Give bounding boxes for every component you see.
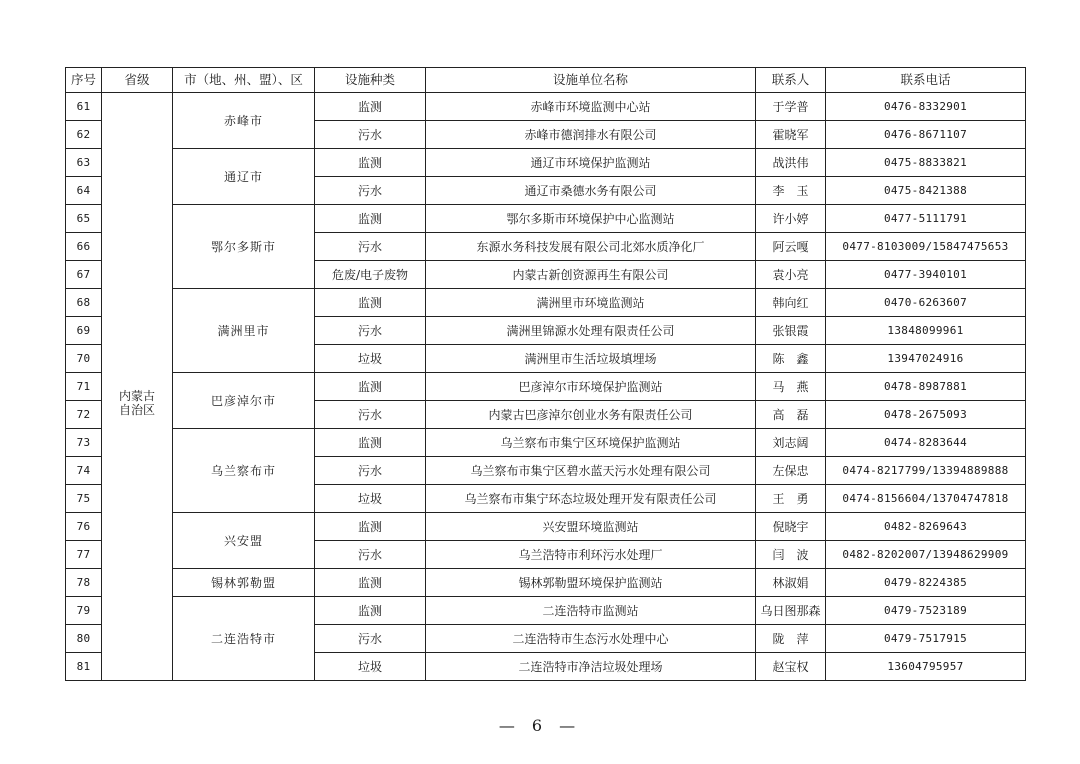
phone-cell: 0482-8202007/13948629909 — [826, 541, 1026, 569]
row-number: 63 — [66, 149, 102, 177]
phone-cell: 0478-2675093 — [826, 401, 1026, 429]
row-number: 74 — [66, 457, 102, 485]
facility-type-cell: 污水 — [315, 625, 426, 653]
table-row — [66, 513, 1026, 541]
table-header-row — [66, 68, 1026, 93]
city-cell: 锡林郭勒盟 — [173, 569, 315, 597]
row-number: 76 — [66, 513, 102, 541]
contact-cell: 刘志阔 — [756, 429, 826, 457]
row-number: 72 — [66, 401, 102, 429]
unit-name-cell: 二连浩特市净洁垃圾处理场 — [426, 653, 756, 681]
row-number: 81 — [66, 653, 102, 681]
contact-cell: 张银霞 — [756, 317, 826, 345]
page-number: — 6 — — [498, 716, 582, 735]
phone-cell: 0479-8224385 — [826, 569, 1026, 597]
contact-cell: 赵宝权 — [756, 653, 826, 681]
phone-cell: 0482-8269643 — [826, 513, 1026, 541]
unit-name-cell: 二连浩特市监测站 — [426, 597, 756, 625]
header-facility-type: 设施种类 — [315, 68, 426, 93]
facility-type-cell: 污水 — [315, 541, 426, 569]
province-label: 内蒙古 自治区 — [118, 389, 155, 417]
unit-name-cell: 兴安盟环境监测站 — [426, 513, 756, 541]
unit-name-cell: 满洲里锦源水处理有限责任公司 — [426, 317, 756, 345]
header-unit-name: 设施单位名称 — [426, 68, 756, 93]
facility-type-cell: 垃圾 — [315, 485, 426, 513]
city-cell: 乌兰察布市 — [173, 429, 315, 513]
city-cell: 二连浩特市 — [173, 597, 315, 681]
unit-name-cell: 锡林郭勒盟环境保护监测站 — [426, 569, 756, 597]
province-cell — [102, 93, 173, 681]
row-number: 62 — [66, 121, 102, 149]
contact-cell: 韩向红 — [756, 289, 826, 317]
table-row — [66, 569, 1026, 597]
unit-name-cell: 乌兰察布市集宁环态垃圾处理开发有限责任公司 — [426, 485, 756, 513]
header-contact: 联系人 — [756, 68, 826, 93]
phone-cell: 0477-5111791 — [826, 205, 1026, 233]
unit-name-cell: 赤峰市德润排水有限公司 — [426, 121, 756, 149]
row-number: 64 — [66, 177, 102, 205]
phone-cell: 0474-8217799/13394889888 — [826, 457, 1026, 485]
row-number: 61 — [66, 93, 102, 121]
header-province: 省级 — [102, 68, 173, 93]
facility-type-cell: 污水 — [315, 233, 426, 261]
row-number: 66 — [66, 233, 102, 261]
table-row — [66, 429, 1026, 457]
unit-name-cell: 内蒙古巴彦淖尔创业水务有限责任公司 — [426, 401, 756, 429]
row-number: 68 — [66, 289, 102, 317]
row-number: 75 — [66, 485, 102, 513]
header-phone: 联系电话 — [826, 68, 1026, 93]
city-cell: 通辽市 — [173, 149, 315, 205]
row-number: 78 — [66, 569, 102, 597]
facility-type-cell: 监测 — [315, 205, 426, 233]
table-body — [66, 93, 1026, 681]
phone-cell: 0477-8103009/15847475653 — [826, 233, 1026, 261]
contact-cell: 许小婷 — [756, 205, 826, 233]
contact-cell: 袁小亮 — [756, 261, 826, 289]
row-number: 67 — [66, 261, 102, 289]
table-row — [66, 373, 1026, 401]
unit-name-cell: 二连浩特市生态污水处理中心 — [426, 625, 756, 653]
row-number: 77 — [66, 541, 102, 569]
city-cell: 赤峰市 — [173, 93, 315, 149]
contact-cell: 于学普 — [756, 93, 826, 121]
row-number: 73 — [66, 429, 102, 457]
facility-type-cell: 监测 — [315, 513, 426, 541]
unit-name-cell: 赤峰市环境监测中心站 — [426, 93, 756, 121]
facility-contact-table — [65, 67, 1026, 681]
row-number: 69 — [66, 317, 102, 345]
phone-cell: 13848099961 — [826, 317, 1026, 345]
contact-cell: 林淑娟 — [756, 569, 826, 597]
phone-cell: 0474-8156604/13704747818 — [826, 485, 1026, 513]
contact-cell: 左保忠 — [756, 457, 826, 485]
contact-cell: 王 勇 — [756, 485, 826, 513]
unit-name-cell: 巴彦淖尔市环境保护监测站 — [426, 373, 756, 401]
header-no: 序号 — [66, 68, 102, 93]
facility-type-cell: 污水 — [315, 121, 426, 149]
facility-type-cell: 污水 — [315, 457, 426, 485]
contact-cell: 高 磊 — [756, 401, 826, 429]
contact-cell: 乌日图那森 — [756, 597, 826, 625]
facility-type-cell: 污水 — [315, 177, 426, 205]
city-cell: 满洲里市 — [173, 289, 315, 373]
facility-type-cell: 监测 — [315, 429, 426, 457]
contact-cell: 李 玉 — [756, 177, 826, 205]
facility-type-cell: 污水 — [315, 317, 426, 345]
unit-name-cell: 乌兰察布市集宁区碧水蓝天污水处理有限公司 — [426, 457, 756, 485]
table-row — [66, 205, 1026, 233]
city-cell: 兴安盟 — [173, 513, 315, 569]
facility-type-cell: 监测 — [315, 373, 426, 401]
unit-name-cell: 通辽市环境保护监测站 — [426, 149, 756, 177]
facility-type-cell: 监测 — [315, 597, 426, 625]
contact-cell: 霍晓军 — [756, 121, 826, 149]
facility-type-cell: 监测 — [315, 569, 426, 597]
unit-name-cell: 鄂尔多斯市环境保护中心监测站 — [426, 205, 756, 233]
unit-name-cell: 满洲里市环境监测站 — [426, 289, 756, 317]
contact-cell: 闫 波 — [756, 541, 826, 569]
table-row — [66, 289, 1026, 317]
facility-type-cell: 污水 — [315, 401, 426, 429]
phone-cell: 0470-6263607 — [826, 289, 1026, 317]
phone-cell: 13604795957 — [826, 653, 1026, 681]
facility-type-cell: 危废/电子废物 — [315, 261, 426, 289]
unit-name-cell: 内蒙古新创资源再生有限公司 — [426, 261, 756, 289]
table-row — [66, 93, 1026, 121]
contact-cell: 阿云嘎 — [756, 233, 826, 261]
header-city: 市（地、州、盟）、区 — [173, 68, 315, 93]
phone-cell: 0476-8332901 — [826, 93, 1026, 121]
unit-name-cell: 满洲里市生活垃圾填埋场 — [426, 345, 756, 373]
phone-cell: 0475-8421388 — [826, 177, 1026, 205]
contact-cell: 马 燕 — [756, 373, 826, 401]
row-number: 80 — [66, 625, 102, 653]
phone-cell: 0475-8833821 — [826, 149, 1026, 177]
table-row — [66, 149, 1026, 177]
facility-type-cell: 监测 — [315, 149, 426, 177]
unit-name-cell: 乌兰察布市集宁区环境保护监测站 — [426, 429, 756, 457]
row-number: 79 — [66, 597, 102, 625]
contact-cell: 陇 萍 — [756, 625, 826, 653]
contact-cell: 陈 鑫 — [756, 345, 826, 373]
unit-name-cell: 东源水务科技发展有限公司北郊水质净化厂 — [426, 233, 756, 261]
facility-type-cell: 垃圾 — [315, 653, 426, 681]
table-row — [66, 597, 1026, 625]
phone-cell: 0477-3940101 — [826, 261, 1026, 289]
row-number: 71 — [66, 373, 102, 401]
city-cell: 巴彦淖尔市 — [173, 373, 315, 429]
facility-type-cell: 监测 — [315, 93, 426, 121]
row-number: 70 — [66, 345, 102, 373]
phone-cell: 0479-7517915 — [826, 625, 1026, 653]
phone-cell: 0478-8987881 — [826, 373, 1026, 401]
city-cell: 鄂尔多斯市 — [173, 205, 315, 289]
phone-cell: 0476-8671107 — [826, 121, 1026, 149]
phone-cell: 13947024916 — [826, 345, 1026, 373]
unit-name-cell: 通辽市桑德水务有限公司 — [426, 177, 756, 205]
phone-cell: 0474-8283644 — [826, 429, 1026, 457]
phone-cell: 0479-7523189 — [826, 597, 1026, 625]
unit-name-cell: 乌兰浩特市利环污水处理厂 — [426, 541, 756, 569]
contact-cell: 战洪伟 — [756, 149, 826, 177]
facility-type-cell: 监测 — [315, 289, 426, 317]
row-number: 65 — [66, 205, 102, 233]
contact-cell: 倪晓宇 — [756, 513, 826, 541]
facility-type-cell: 垃圾 — [315, 345, 426, 373]
